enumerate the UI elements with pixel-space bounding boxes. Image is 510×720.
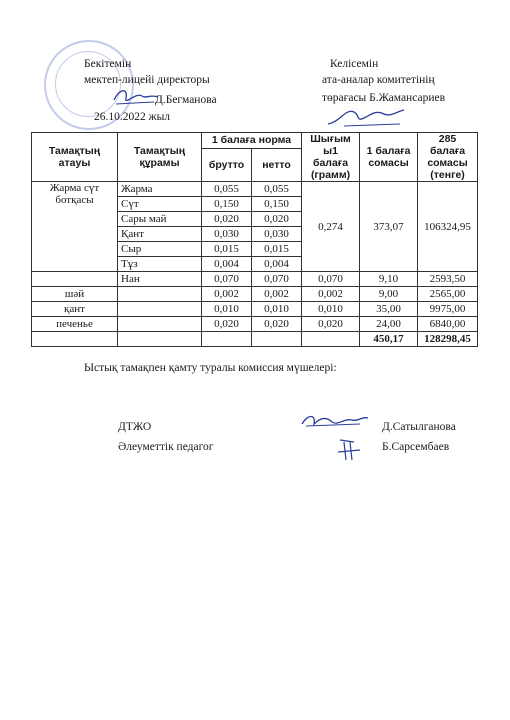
gross-value: 0,070 — [202, 272, 252, 287]
gross-value: 0,020 — [202, 212, 252, 227]
dish-name: печенье — [32, 317, 118, 332]
header-food-name: Тамақтың атауы — [32, 133, 118, 182]
cost-one-value: 373,07 — [360, 182, 418, 272]
yield-value: 0,002 — [302, 287, 360, 302]
agree-chair: төрағасы Б.Жамансариев — [322, 92, 446, 104]
gross-value: 0,004 — [202, 257, 252, 272]
cost-one-value: 9,10 — [360, 272, 418, 287]
table-row — [32, 182, 478, 197]
ingredient — [118, 287, 202, 302]
agree-position: ата-аналар комитетінің — [322, 74, 435, 86]
net-value: 0,070 — [252, 272, 302, 287]
net-value: 0,004 — [252, 257, 302, 272]
gross-value: 0,002 — [202, 287, 252, 302]
member-role: ДТЖО — [118, 421, 152, 433]
yield-value: 0,070 — [302, 272, 360, 287]
commission-title: Ыстық тамақпен қамту туралы комиссия мүшелері: — [84, 362, 337, 374]
net-value: 0,010 — [252, 302, 302, 317]
net-value: 0,015 — [252, 242, 302, 257]
dish-name: қант — [32, 302, 118, 317]
ingredient: Тұз — [118, 257, 202, 272]
cost-one-value: 35,00 — [360, 302, 418, 317]
yield-value: 0,010 — [302, 302, 360, 317]
member-signature — [300, 410, 370, 434]
gross-value: 0,020 — [202, 317, 252, 332]
header-cost-one: 1 балаға сомасы — [360, 133, 418, 182]
ingredient: Сыр — [118, 242, 202, 257]
gross-value: 0,030 — [202, 227, 252, 242]
approve-position: мектеп-лицейі директоры — [84, 74, 210, 86]
total-row — [32, 332, 478, 347]
dish-name: шәй — [32, 287, 118, 302]
net-value: 0,002 — [252, 287, 302, 302]
ingredient: Сары май — [118, 212, 202, 227]
gross-value: 0,150 — [202, 197, 252, 212]
member-signature — [336, 436, 364, 464]
table-row — [32, 302, 478, 317]
gross-value: 0,015 — [202, 242, 252, 257]
dish-name: Жарма сүт ботқасы — [32, 182, 118, 272]
gross-value: 0,055 — [202, 182, 252, 197]
member-name: Б.Сарсембаев — [382, 441, 450, 453]
total-cost-total: 128298,45 — [418, 332, 478, 347]
total-cost-one: 450,17 — [360, 332, 418, 347]
header-cost-total: 285 балаға сомасы (тенге) — [418, 133, 478, 182]
dish-name — [32, 272, 118, 287]
table-row — [32, 287, 478, 302]
cost-one-value: 9,00 — [360, 287, 418, 302]
cost-total-value: 9975,00 — [418, 302, 478, 317]
header-norm: 1 балаға норма — [202, 133, 302, 149]
approve-title: Бекітемін — [84, 58, 132, 70]
cost-total-value: 106324,95 — [418, 182, 478, 272]
menu-cost-table — [31, 132, 478, 347]
gross-value: 0,010 — [202, 302, 252, 317]
ingredient: Қант — [118, 227, 202, 242]
net-value: 0,055 — [252, 182, 302, 197]
yield-value: 0,020 — [302, 317, 360, 332]
approve-date: 26.10.2022 жыл — [94, 111, 171, 123]
member-name: Д.Сатылганова — [382, 421, 456, 433]
agree-title: Келісемін — [330, 58, 379, 70]
cost-total-value: 6840,00 — [418, 317, 478, 332]
ingredient: Сүт — [118, 197, 202, 212]
ingredient: Жарма — [118, 182, 202, 197]
net-value: 0,150 — [252, 197, 302, 212]
header-yield: Шығым ы1 балаға (грамм) — [302, 133, 360, 182]
member-role: Әлеуметтік педагог — [118, 441, 214, 453]
cost-total-value: 2593,50 — [418, 272, 478, 287]
ingredient: Нан — [118, 272, 202, 287]
approve-name: Д.Бегманова — [155, 94, 217, 106]
net-value: 0,020 — [252, 212, 302, 227]
chair-signature — [326, 104, 406, 128]
ingredient — [118, 317, 202, 332]
yield-value: 0,274 — [302, 182, 360, 272]
net-value: 0,030 — [252, 227, 302, 242]
header-composition: Тамақтың құрамы — [118, 133, 202, 182]
ingredient — [118, 302, 202, 317]
header-gross: брутто — [202, 148, 252, 181]
table-row — [32, 272, 478, 287]
header-net: нетто — [252, 148, 302, 181]
net-value: 0,020 — [252, 317, 302, 332]
cost-one-value: 24,00 — [360, 317, 418, 332]
table-row — [32, 317, 478, 332]
cost-total-value: 2565,00 — [418, 287, 478, 302]
